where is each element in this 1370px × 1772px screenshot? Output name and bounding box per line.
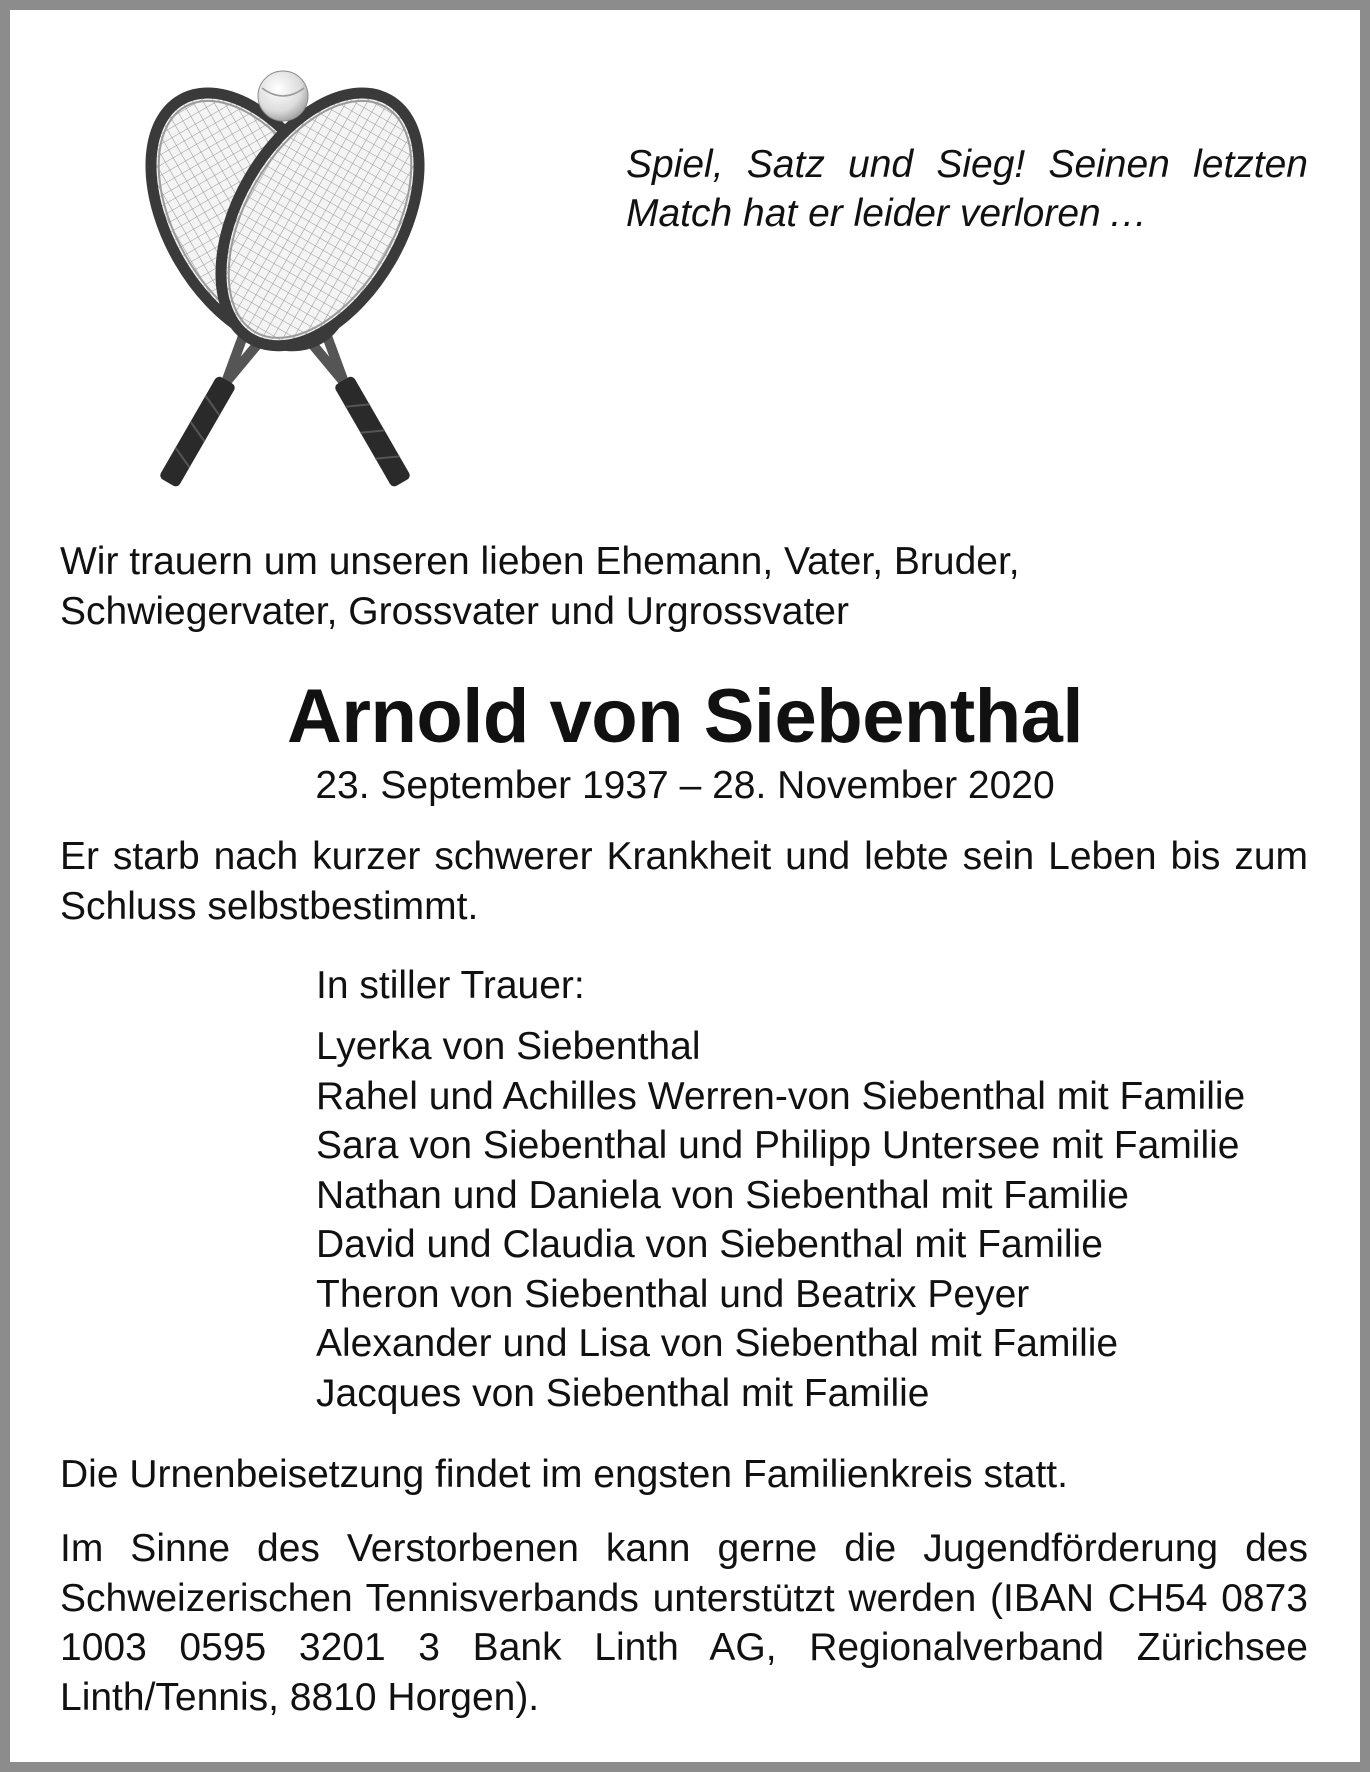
donation-note: Im Sinne des Verstorbenen kann gerne die Jugendförderung des Schweizerischen Tennisverbands unterstützt werden (IBAN CH54 0873 1003 0595 3201 3 Bank Linth AG, Regionalverband Zürichsee Linth/Tennis, 8810 Horgen). [60, 1527, 1308, 1719]
burial-note: Die Urnenbeisetzung findet im engsten Familienkreis statt. [60, 1453, 1068, 1496]
intro-line: Schwiegervater, Grossvater und Urgrossvater [60, 590, 849, 633]
mourner-name: Rahel und Achilles Werren-von Siebenthal mit Familie [316, 1074, 1246, 1118]
mourners-list [316, 1022, 1245, 1418]
mourner-name: Sara von Siebenthal und Philipp Untersee mit Familie [316, 1124, 1240, 1167]
mourner-name: Theron von Siebenthal und Beatrix Peyer [316, 1272, 1030, 1316]
motto-quote: Spiel, Satz und Sieg! Seinen letzten Match hat er leider verloren … [626, 143, 1308, 235]
cause-text: Er starb nach kurzer schwerer Krankheit und lebte sein Leben bis zum Schluss selbstbestimmt. [60, 835, 1308, 928]
mourner-name: Alexander und Lisa von Siebenthal mit Familie [316, 1322, 1119, 1365]
mourner-name: Jacques von Siebenthal mit Familie [316, 1371, 930, 1415]
tennis-rackets-icon [70, 60, 500, 500]
intro-line: Wir trauern um unseren lieben Ehemann, Vater, Bruder, [60, 540, 1020, 583]
mourner-name: Lyerka von Siebenthal [316, 1025, 701, 1068]
obituary-notice [10, 10, 1360, 1762]
intro-text [60, 537, 1310, 637]
life-dates: 23. September 1937 – 28. November 2020 [315, 764, 1055, 807]
deceased-name: Arnold von Siebenthal [287, 674, 1083, 759]
mourners-heading: In stiller Trauer: [316, 964, 585, 1007]
mourner-name: Nathan und Daniela von Siebenthal mit Familie [316, 1173, 1129, 1217]
mourner-name: David und Claudia von Siebenthal mit Familie [316, 1223, 1103, 1266]
